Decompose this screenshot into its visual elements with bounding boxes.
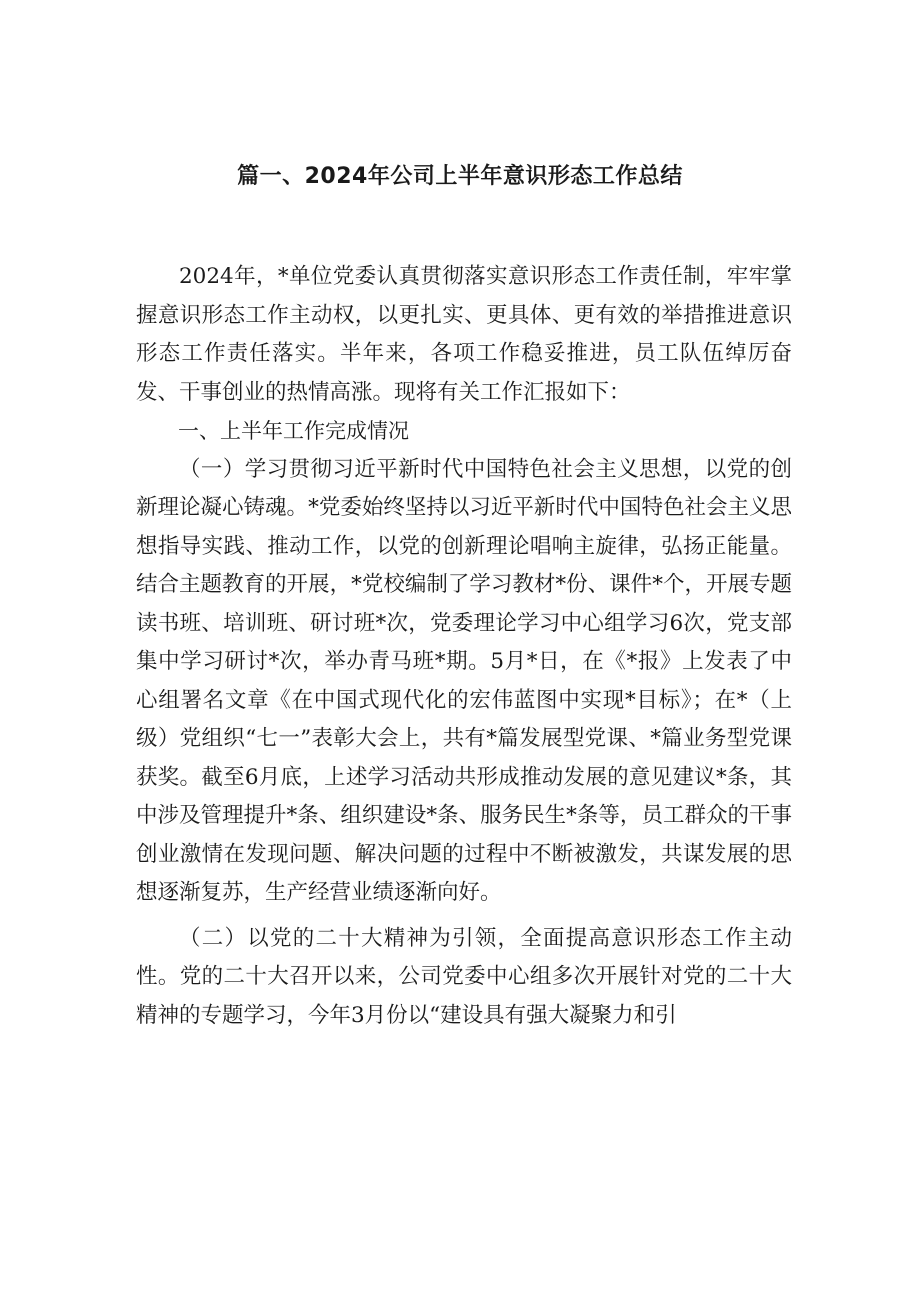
document-body bbox=[136, 258, 792, 1035]
paragraph-section-2: （二）以党的二十大精神为引领，全面提高意识形态工作主动性。党的二十大召开以来，公司党委中心组多次开展针对党的二十大精神的专题学习，今年3月份以“建设具有强大凝聚力和引 bbox=[136, 925, 792, 1028]
section-heading: 一、上半年工作完成情况 bbox=[178, 419, 409, 443]
document-title: 篇一、2024年公司上半年意识形态工作总结 bbox=[237, 164, 683, 189]
paragraph-section-1: （一）学习贯彻习近平新时代中国特色社会主义思想，以党的创新理论凝心铸魂。*党委始终坚持以习近平新时代中国特色社会主义思想指导实践、推动工作，以党的创新理论唱响主旋律，弘扬正能量。结合主题教育的开展，*党校编制了学习教材*份、课件*个，开展专题读书班、培训班、研讨班*次，党委理论学习中心组学习6次，党支部集中学习研讨*次，举办青马班*期。5月*日，在《*报》上发表了中心组署名文章《在中国式现代化的宏伟蓝图中实现*目标》；在*（上级）党组织“七一”表彰大会上，共有*篇发展型党课、*篇业务型党课获奖。截至6月底，上述学习活动共形成推动发展的意见建议*条，其中涉及管理提升*条、组织建设*条、服务民生*条等，员工群众的干事创业激情在发现问题、解决问题的过程中不断被激发，共谋发展的思想逐渐复苏，生产经营业绩逐渐向好。 bbox=[136, 456, 792, 905]
paragraph-intro: 2024年，*单位党委认真贯彻落实意识形态工作责任制，牢牢掌握意识形态工作主动权，以更扎实、更具体、更有效的举措推进意识形态工作责任落实。半年来，各项工作稳妥推进，员工队伍绰厉奋发、干事创业的热情高涨。现将有关工作汇报如下： bbox=[136, 264, 792, 405]
